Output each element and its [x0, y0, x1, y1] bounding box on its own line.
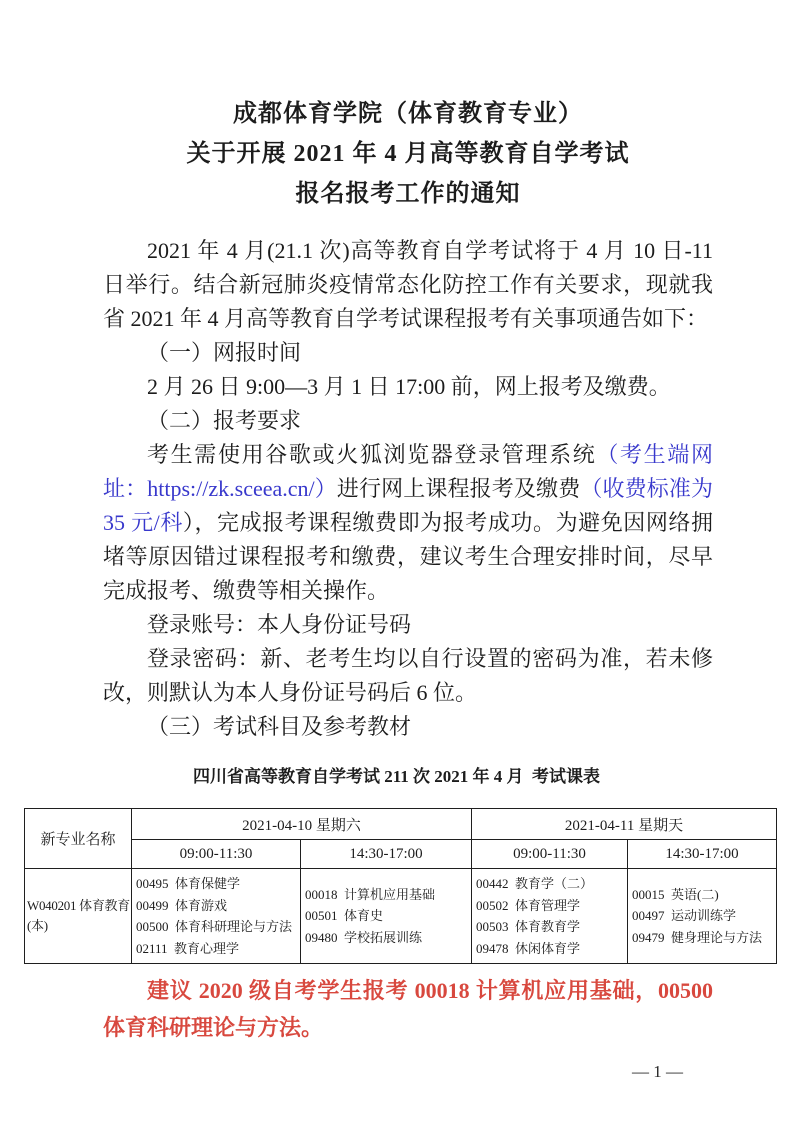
section-2-heading: （二）报考要求 [147, 408, 302, 433]
col-header-time-sun-am: 09:00-11:30 [472, 840, 628, 869]
exam-table-caption: 四川省高等教育自学考试 211 次 2021 年 4 月 考试课表 [192, 767, 601, 786]
login-password-line: 登录密码：新、老考生均以自行设置的密码为准，若未修改，则默认为本人身份证号码后 6 位。 [103, 646, 713, 705]
section-1-body: 2 月 26 日 9:00—3 月 1 日 17:00 前，网上报考及缴费。 [147, 374, 671, 399]
col-header-time-sun-pm: 14:30-17:00 [628, 840, 777, 869]
requirements-text: 进行网上课程报考及缴费 [336, 476, 581, 501]
page-number: — 1 — [632, 1062, 683, 1081]
exam-schedule-table [24, 808, 777, 964]
document-title [103, 94, 713, 214]
col-header-time-sat-pm: 14:30-17:00 [301, 840, 472, 869]
notice-body [103, 234, 713, 744]
title-line-1: 成都体育学院（体育教育专业） [233, 101, 583, 127]
advisory-note: 建议 2020 级自考学生报考 00018 计算机应用基础，00500 体育科研理论与方法。 [103, 978, 713, 1040]
title-line-3: 报名报考工作的通知 [295, 181, 521, 207]
course-cell-sat-pm: 00018 计算机应用基础 00501 体育史 09480 学校拓展训练 [301, 869, 472, 964]
course-cell-sat-am: 00495 体育保健学 00499 体育游戏 00500 体育科研理论与方法 02111 教育心理学 [132, 869, 301, 964]
candidate-portal-link[interactable]: （考生端网址：https://zk.sceea.cn/） [103, 442, 713, 501]
fee-standard-highlight: （收费标准为 35 元/科 [103, 476, 713, 535]
col-header-day-saturday: 2021-04-10 星期六 [132, 809, 472, 840]
login-account-line: 登录账号：本人身份证号码 [147, 612, 412, 637]
paragraph-intro: 2021 年 4 月(21.1 次)高等教育自学考试将于 4 月 10 日-11 日举行。结合新冠肺炎疫情常态化防控工作有关要求，现就我省 2021 年 4 月高等教育自学考试课程报考有关事项通告如下： [103, 238, 713, 331]
title-line-2: 关于开展 2021 年 4 月高等教育自学考试 [186, 141, 630, 167]
course-cell-sun-am: 00442 教育学（二） 00502 体育管理学 00503 体育教育学 09478 休闲体育学 [472, 869, 628, 964]
course-cell-sun-pm: 00015 英语(二) 00497 运动训练学 09479 健身理论与方法 [628, 869, 777, 964]
requirements-text: 考生需使用谷歌或火狐浏览器登录管理系统 [147, 442, 597, 467]
col-header-major: 新专业名称 [25, 809, 132, 869]
table-row [25, 869, 777, 964]
section-2-body [103, 438, 713, 608]
requirements-text: ），完成报考课程缴费即为报考成功。为避免因网络拥堵等原因错过课程报考和缴费，建议考生合理安排时间，尽早完成报考、缴费等相关操作。 [103, 510, 713, 603]
col-header-time-sat-am: 09:00-11:30 [132, 840, 301, 869]
col-header-day-sunday: 2021-04-11 星期天 [472, 809, 777, 840]
section-3-heading: （三）考试科目及参考教材 [147, 714, 412, 739]
section-1-heading: （一）网报时间 [147, 340, 302, 365]
major-name-cell: W040201 体育教育 (本) [25, 869, 132, 964]
